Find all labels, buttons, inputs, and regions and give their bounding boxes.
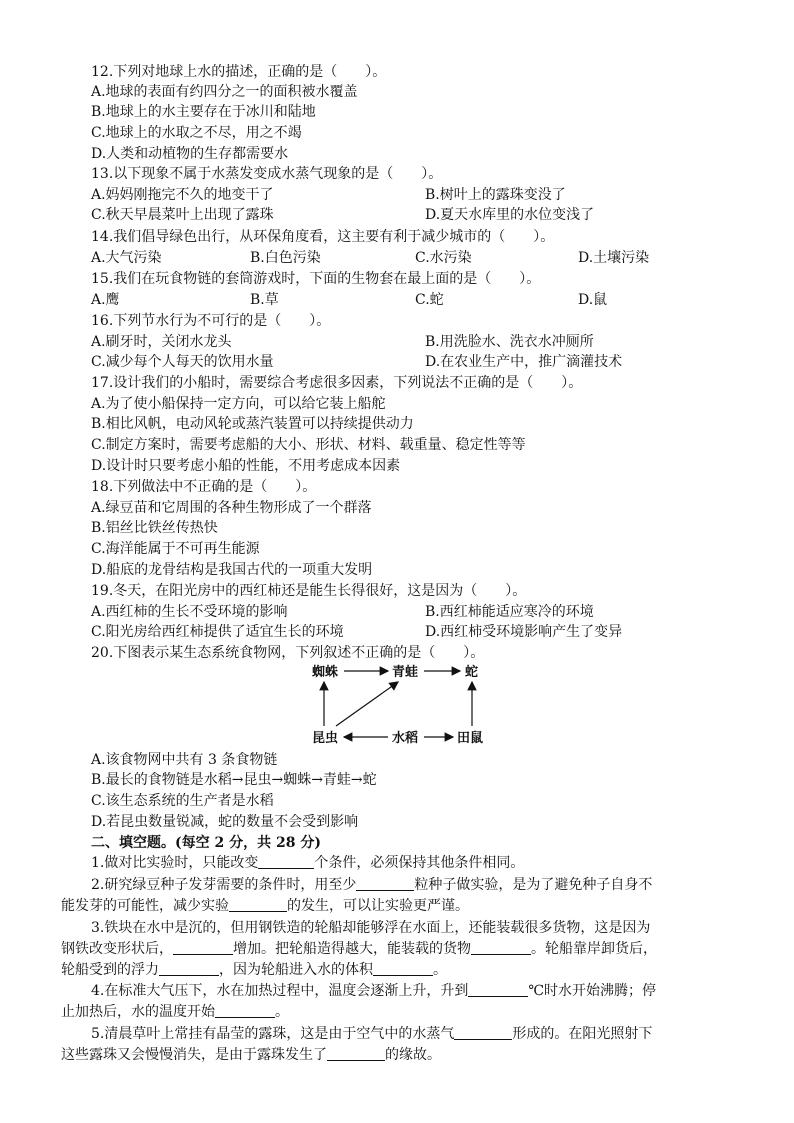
fill-3-text-a: 3.铁块在水中是沉的，但用钢铁造的轮船却能够浮在水面上，还能装载很多货物，这是因为: [91, 920, 651, 936]
q20-option-c: C.该生态系统的生产者是水稻: [91, 793, 274, 809]
q13-option-b: B.树叶上的露珠变没了: [425, 187, 566, 203]
q12-stem: 12.下列对地球上水的描述，正确的是（ ）。: [91, 64, 387, 80]
q19-option-c: C.阳光房给西红柿提供了适宜生长的环境: [91, 624, 344, 640]
fill-3-blank-4[interactable]: [373, 961, 433, 976]
q14-option-b: B.白色污染: [250, 250, 321, 266]
fill-2-text-d: 的发生，可以让实验更严谨。: [287, 898, 469, 914]
fill-3: [61, 918, 703, 981]
q16-option-a: A.刷牙时，关闭水龙头: [91, 334, 232, 350]
q14-option-d: D.土壤污染: [578, 250, 650, 266]
fill-5-blank-1[interactable]: [454, 1025, 512, 1040]
q16-option-d: D.在农业生产中，推广滴灌技术: [425, 354, 623, 370]
node-snake: 蛇: [465, 665, 479, 680]
fill-1-text-a: 1.做对比实验时，只能改变: [91, 855, 259, 871]
fill-3-blank-1[interactable]: [173, 940, 233, 955]
section-2-title: 二、填空题。(每空 2 分，共 28 分): [91, 835, 321, 851]
q13-option-a: A.妈妈刚拖完不久的地变干了: [91, 187, 274, 203]
q17-stem: 17.设计我们的小船时，需要综合考虑很多因素，下列说法不正确的是（ ）。: [91, 375, 583, 391]
q14-option-c: C.水污染: [415, 250, 472, 266]
fill-3-text-c: 增加。把轮船造得越大，能装载的货物: [233, 941, 471, 957]
q12-option-c: C.地球上的水取之不尽，用之不竭: [91, 125, 302, 141]
fill-4: [61, 981, 703, 1023]
fill-3-text-f: ，因为轮船进入水的体积: [219, 962, 373, 978]
q19-option-d: D.西红柿受环境影响产生了变异: [425, 624, 623, 640]
q18-option-a: A.绿豆苗和它周围的各种生物形成了一个群落: [91, 500, 372, 516]
fill-5-text-b: 形成的。在阳光照射下: [512, 1026, 653, 1042]
fill-5-text-c: 这些露珠又会慢慢消失，是由于露珠发生了: [61, 1047, 327, 1063]
q17-option-b: B.相比风帆，电动风轮或蒸汽装置可以持续提供动力: [91, 416, 414, 432]
q19-option-b: B.西红柿能适应寒冷的环境: [425, 604, 594, 620]
fill-2-text-c: 能发芽的可能性，减少实验: [61, 898, 229, 914]
fill-1-blank-1[interactable]: [258, 854, 314, 869]
q13-option-c: C.秋天早晨菜叶上出现了露珠: [91, 207, 274, 223]
q17-option-c: C.制定方案时，需要考虑船的大小、形状、材料、载重量、稳定性等等: [91, 437, 526, 453]
node-rice: 水稻: [392, 731, 419, 746]
fill-4-blank-2[interactable]: [215, 1003, 275, 1018]
q15-option-a: A.鹰: [91, 292, 120, 308]
fill-4-text-c: 止加热后，水的温度开始: [61, 1004, 215, 1020]
fill-3-text-g: 。: [433, 962, 447, 978]
fill-2-blank-1[interactable]: [356, 876, 414, 891]
q15-option-b: B.草: [250, 292, 279, 308]
fill-3-text-e: 轮船受到的浮力: [61, 962, 159, 978]
q18-option-b: B.铝丝比铁丝传热快: [91, 520, 218, 536]
q12-option-a: A.地球的表面有约四分之一的面积被水覆盖: [91, 84, 358, 100]
q14-stem: 14.我们倡导绿色出行，从环保角度看，这主要有利于减少城市的（ ）。: [91, 229, 555, 245]
fill-2: [61, 875, 703, 917]
fill-2-text-a: 2.研究绿豆种子发芽需要的条件时，用至少: [91, 877, 357, 893]
q20-option-a: A.该食物网中共有 3 条食物链: [91, 752, 278, 768]
q12-option-b: B.地球上的水主要存在于冰川和陆地: [91, 104, 316, 120]
q12-option-d: D.人类和动植物的生存都需要水: [91, 146, 289, 162]
fill-5: [61, 1024, 703, 1066]
q20-option-b: B.最长的食物链是水稻→昆虫→蜘蛛→青蛙→蛇: [91, 772, 377, 788]
q19-stem: 19.冬天，在阳光房中的西红柿还是能生长得很好，这是因为（ ）。: [91, 583, 527, 599]
node-spider: 蜘蛛: [312, 665, 339, 680]
q20-option-d: D.若昆虫数量锐减，蛇的数量不会受到影响: [91, 814, 359, 830]
q15-option-d: D.鼠: [578, 292, 608, 308]
q15-option-c: C.蛇: [415, 292, 444, 308]
fill-2-text-b: 粒种子做实验，是为了避免种子自身不: [414, 877, 653, 893]
fill-3-text-d: 。轮船靠岸卸货后，: [531, 941, 657, 957]
fill-5-blank-2[interactable]: [327, 1046, 385, 1061]
q15-stem: 15.我们在玩食物链的套筒游戏时，下面的生物套在最上面的是（ ）。: [91, 271, 541, 287]
node-insect: 昆虫: [312, 731, 339, 746]
node-frog: 青蛙: [392, 665, 419, 680]
q19-option-a: A.西红柿的生长不受环境的影响: [91, 604, 288, 620]
q13-option-d: D.夏天水库里的水位变浅了: [425, 207, 595, 223]
fill-3-blank-3[interactable]: [159, 961, 219, 976]
q14-option-a: A.大气污染: [91, 250, 162, 266]
arrow-insect-frog: [336, 682, 398, 726]
q17-option-a: A.为了使小船保持一定方向，可以给它装上船舵: [91, 396, 386, 412]
fill-4-blank-1[interactable]: [468, 982, 528, 997]
q18-option-c: C.海洋能属于不可再生能源: [91, 541, 260, 557]
fill-3-blank-2[interactable]: [471, 940, 531, 955]
fill-4-text-d: 。: [275, 1004, 289, 1020]
fill-4-text-a: 4.在标准大气压下，水在加热过程中，温度会逐渐上升，升到: [91, 983, 469, 999]
q18-stem: 18.下列做法中不正确的是（ ）。: [91, 479, 317, 495]
q18-option-d: D.船底的龙骨结构是我国古代的一项重大发明: [91, 562, 373, 578]
q20-stem: 20.下图表示某生态系统食物网，下列叙述不正确的是（ ）。: [91, 645, 485, 661]
fill-3-text-b: 钢铁改变形状后，: [61, 941, 173, 957]
q17-option-d: D.设计时只要考虑小船的性能，不用考虑成本因素: [91, 458, 401, 474]
fill-1: [91, 853, 703, 874]
fill-4-text-b: ℃时水开始沸腾；停: [528, 983, 657, 999]
node-mouse: 田鼠: [457, 731, 484, 746]
fill-2-blank-2[interactable]: [229, 897, 287, 912]
fill-5-text-a: 5.清晨草叶上常挂有晶莹的露珠，这是由于空气中的水蒸气: [91, 1026, 455, 1042]
food-web-diagram: [300, 660, 500, 750]
fill-1-text-b: 个条件，必须保持其他条件相同。: [314, 855, 525, 871]
q16-stem: 16.下列节水行为不可行的是（ ）。: [91, 313, 331, 329]
fill-5-text-d: 的缘故。: [385, 1047, 441, 1063]
q16-option-c: C.减少每个人每天的饮用水量: [91, 354, 274, 370]
q16-option-b: B.用洗脸水、洗衣水冲厕所: [425, 334, 594, 350]
q13-stem: 13.以下现象不属于水蒸发变成水蒸气现象的是（ ）。: [91, 166, 443, 182]
